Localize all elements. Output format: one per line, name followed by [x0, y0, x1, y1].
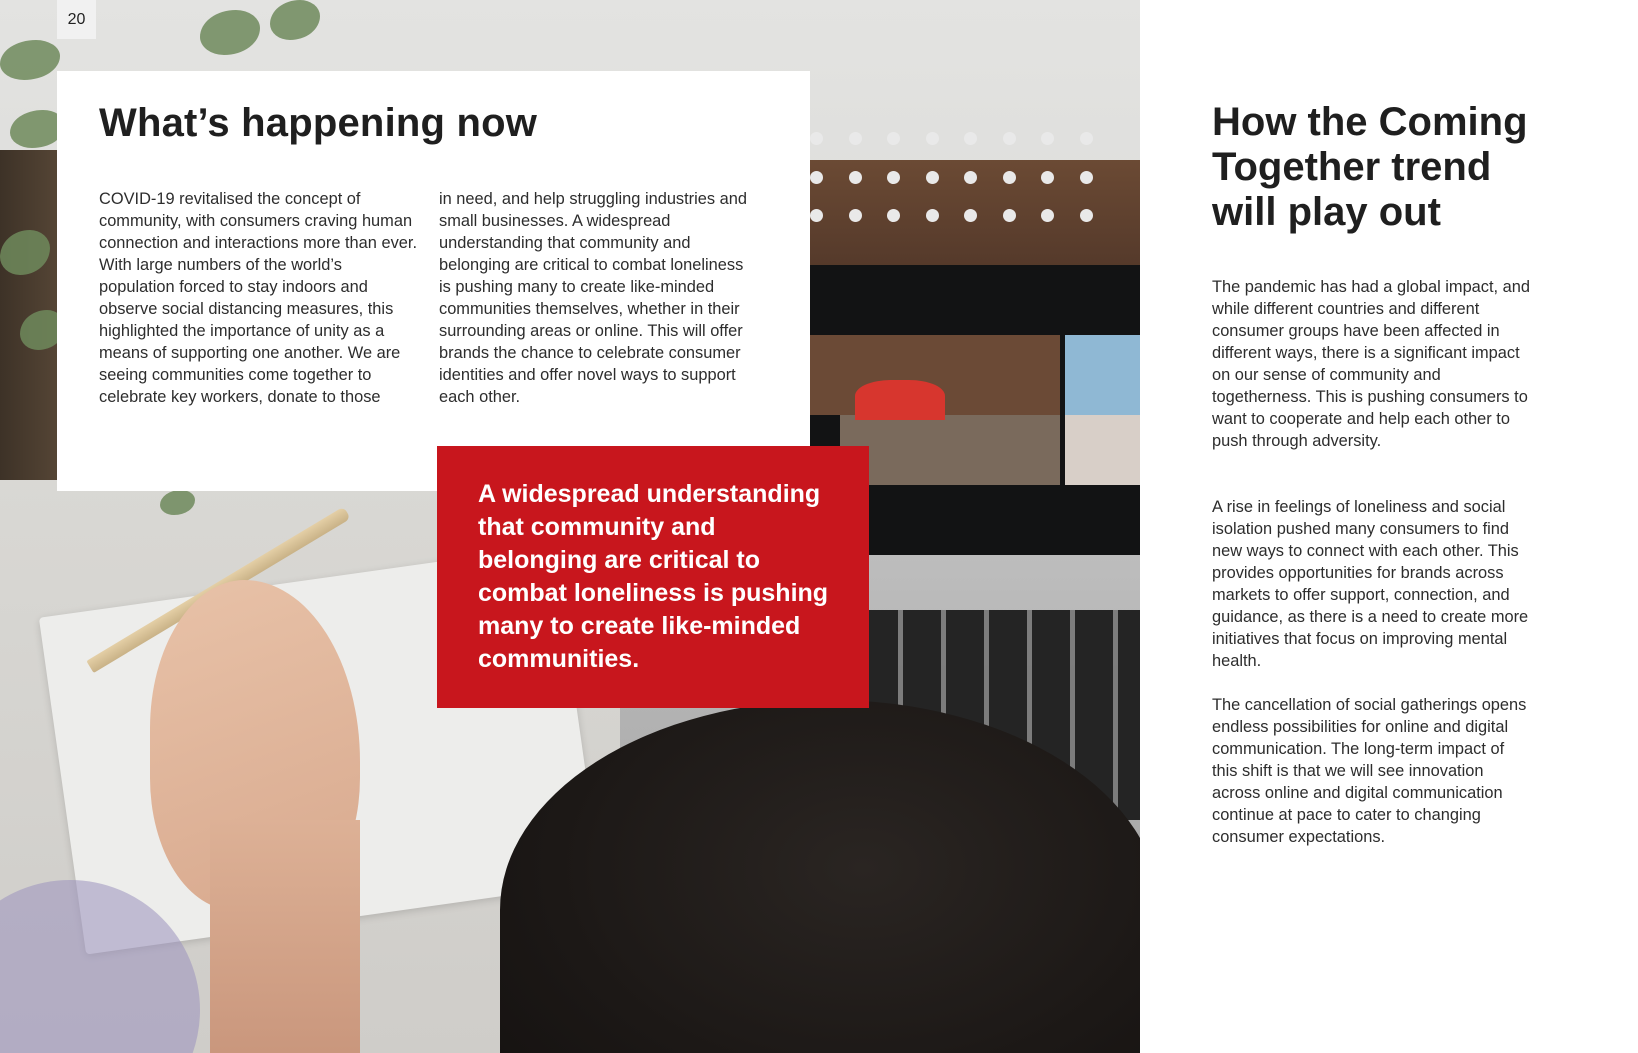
trend-paragraph-3: The cancellation of social gatherings opens endless possibilities for online and digital communication. The long-term impact of this shift is that we will see innovation across online and digital communication continue at pace to cater to changing consumer expectations.	[1212, 696, 1527, 846]
decorative-dot	[1003, 132, 1016, 145]
decorative-dot	[964, 209, 977, 222]
decorative-dot	[926, 132, 939, 145]
decorative-dot	[810, 132, 823, 145]
decorative-dot	[887, 209, 900, 222]
video-tile	[1065, 415, 1140, 485]
body-column-1: COVID-19 revitalised the concept of community, with consumers craving human connection and interactions more than ever. With large numbers of the world’s population forced to stay indoors and observe social distancing measures, this highlighted the importance of unity as a means of supporting one another. We are seeing communities come together to celebrate key workers, donate to those	[99, 190, 417, 406]
trend-paragraph-2: A rise in feelings of loneliness and social isolation pushed many consumers to find new ways to connect with each other. This provides opportunities for brands across markets to offer support, connection, and guidance, as there is a need to create more initiatives that focus on improving mental health.	[1212, 498, 1529, 670]
decorative-dot	[849, 209, 862, 222]
decorative-dot	[887, 132, 900, 145]
decorative-dot	[926, 209, 939, 222]
decorative-dot	[964, 132, 977, 145]
decorative-dot	[1080, 132, 1093, 145]
body-column-2: in need, and help struggling industries and small businesses. A widespread understanding that community and belonging are critical to combat loneliness is pushing many to create like-minded communities themselves, whether in their surrounding areas or online. This will offer brands the chance to celebrate consumer identities and offer novel ways to support each other.	[439, 190, 747, 406]
section-heading: What’s happening now	[99, 101, 538, 145]
video-tile	[840, 415, 1060, 485]
decorative-dot	[1041, 171, 1054, 184]
decorative-dot	[1080, 209, 1093, 222]
pull-quote-box	[437, 446, 869, 708]
decorative-dot	[926, 171, 939, 184]
video-person	[855, 380, 945, 420]
trend-heading: How the Coming Together trend will play out	[1212, 100, 1528, 234]
pull-quote: A widespread understanding that community and belonging are critical to combat loneliness is pushing many to create like-minded communities.	[478, 480, 829, 673]
decorative-dot	[1041, 132, 1054, 145]
decorative-dot	[810, 171, 823, 184]
intro-panel	[57, 71, 810, 491]
page-number: 20	[57, 0, 96, 39]
dot-pattern	[810, 132, 1090, 222]
decorative-dot	[849, 132, 862, 145]
decorative-dot	[810, 209, 823, 222]
decorative-dot	[1041, 209, 1054, 222]
decorative-dot	[849, 171, 862, 184]
arm	[210, 820, 360, 1053]
decorative-dot	[887, 171, 900, 184]
decorative-dot	[1080, 171, 1093, 184]
decorative-dot	[964, 171, 977, 184]
video-tile	[1065, 335, 1140, 415]
trend-paragraph-1: The pandemic has had a global impact, and while different countries and different consumer groups have been affected in different ways, there is a significant impact on our sense of community and togetherness. This is pushing consumers to want to cooperate and help each other to push through adversity.	[1212, 278, 1531, 450]
decorative-dot	[1003, 209, 1016, 222]
decorative-dot	[1003, 171, 1016, 184]
